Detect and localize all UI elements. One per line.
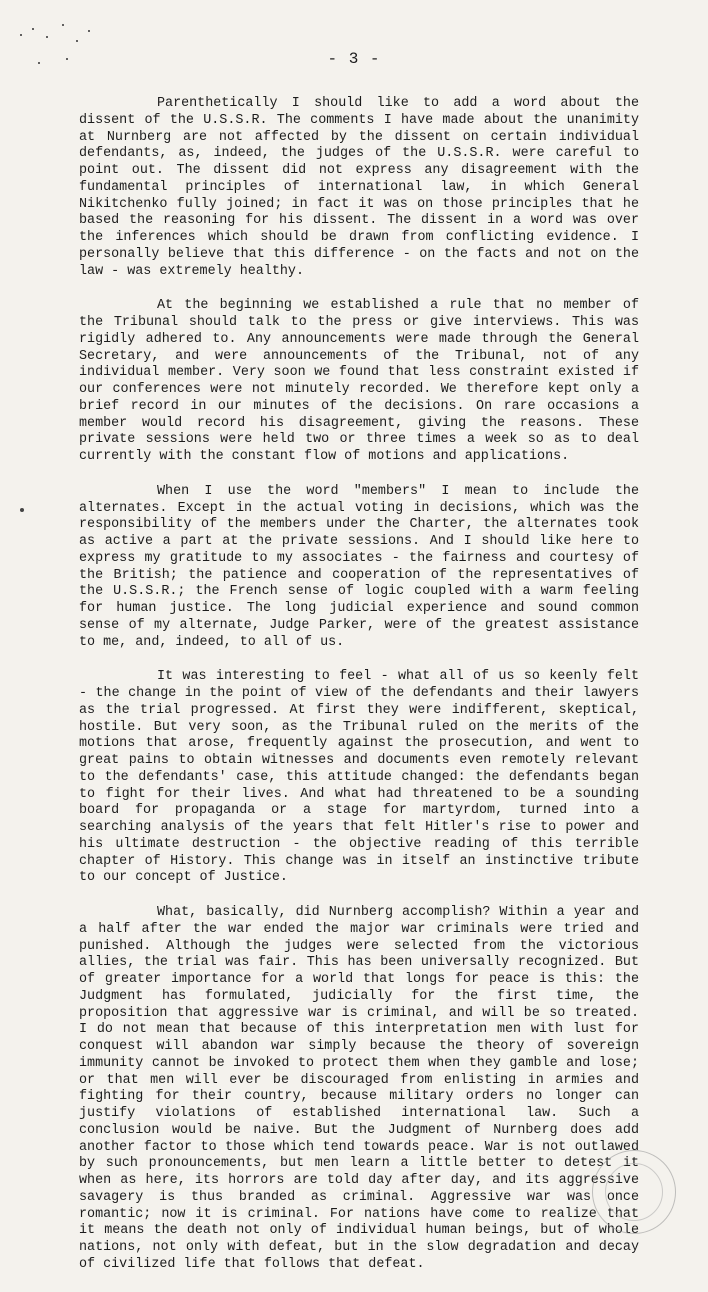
paragraph-members: When I use the word "members" I mean to include the alternates. Except in the actual voting in decisions, which was the responsibility of the members under the Charter, the alternates took as active a part at the private sessions. And I should like here to express my gratitude to my associates - the fairness and courtesy of the British; the patience and cooperation of the representatives of the U.S.S.R.; the French sense of logic coupled with a warm feeling for human justice. The long judicial experience and sound common sense of my alternate, Judge Parker, were of the greatest assistance to me, and, indeed, to all of us. [79, 483, 639, 650]
paragraph-dissent: Parenthetically I should like to add a word about the dissent of the U.S.S.R. The comments I have made about the unanimity at Nurnberg are not affected by the dissent on certain individual defendants, as, indeed, the judges of the U.S.S.R. were careful to point out. The dissent did not express any disagreement with the fundamental principles of international law, in which General Nikitchenko fully joined; in fact it was on those principles that he based the reasoning for his dissent. The dissent in a word was over the inferences which should be drawn from conflicting evidence. I personally believe that this difference - on the facts and not on the law - was extremely healthy. [79, 96, 639, 279]
page-number: - 3 - [327, 50, 381, 68]
paragraph-defendants: It was interesting to feel - what all of us so keenly felt - the change in the point of view of the defendants and their lawyers as the trial progressed. At first they were indifferent, skeptical, hostile. But very soon, as the Tribunal ruled on the merits of the motions that arose, frequently against the prosecution, and went to great pains to obtain witnesses and documents even remotely relevant to the defendants' case, this attitude changed: the defendants began to fight for their lives. And what had threatened to be a sounding board for propaganda or a stage for martyrdom, turned into a searching analysis of the years that felt Hitler's rise to power and his ultimate destruction - the objective reading of this terrible chapter of History. This change was in itself an instinctive tribute to our concept of Justice. [79, 669, 639, 886]
margin-mark [20, 508, 24, 512]
archive-stamp [592, 1150, 676, 1234]
paragraph-press-rule: At the beginning we established a rule that no member of the Tribunal should talk to the press or give interviews. This was rigidly adhered to. Any announcements were made through the General Secretary, and were announcements of the Tribunal, not of any individual member. Very soon we found that less constraint existed if our conferences were not minutely recorded. We therefore kept only a brief record in our minutes of the decisions. On rare occasions a member would record his disagreement, giving the reasons. These private sessions were held two or three times a week so as to deal currently with the constant flow of motions and applications. [79, 298, 639, 464]
document-body [79, 96, 639, 1292]
paragraph-accomplish: What, basically, did Nurnberg accomplish? Within a year and a half after the war ended the major war criminals were tried and punished. Although the judges were selected from the victorious allies, the trial was fair. This has been universally recognized. But of greater importance for a world that longs for peace is this: the Judgment has formulated, judicially for the first time, the proposition that aggressive war is criminal, and will be so treated. I do not mean that because of this interpretation men with lust for conquest will abandon war simply because the theory of sovereign immunity cannot be invoked to protect them when they gamble and lose; or that men will ever be discouraged from enlisting in armies and fighting for their country, because military orders no longer can justify violations of established international law. Such a conclusion would be naive. But the Judgment of Nurnberg does add another factor to those which tend towards peace. War is not outlawed by such pronouncements, but men learn a little better to detest it when as here, its horrors are told day after day, and its aggressive savagery is thus branded as criminal. Aggressive war was once romantic; now it is criminal. For nations have come to realize that it means the death not only of individual human beings, but of whole nations, not only with defeat, but in the slow degradation and decay of civilized life that follows that defeat. [79, 905, 639, 1272]
